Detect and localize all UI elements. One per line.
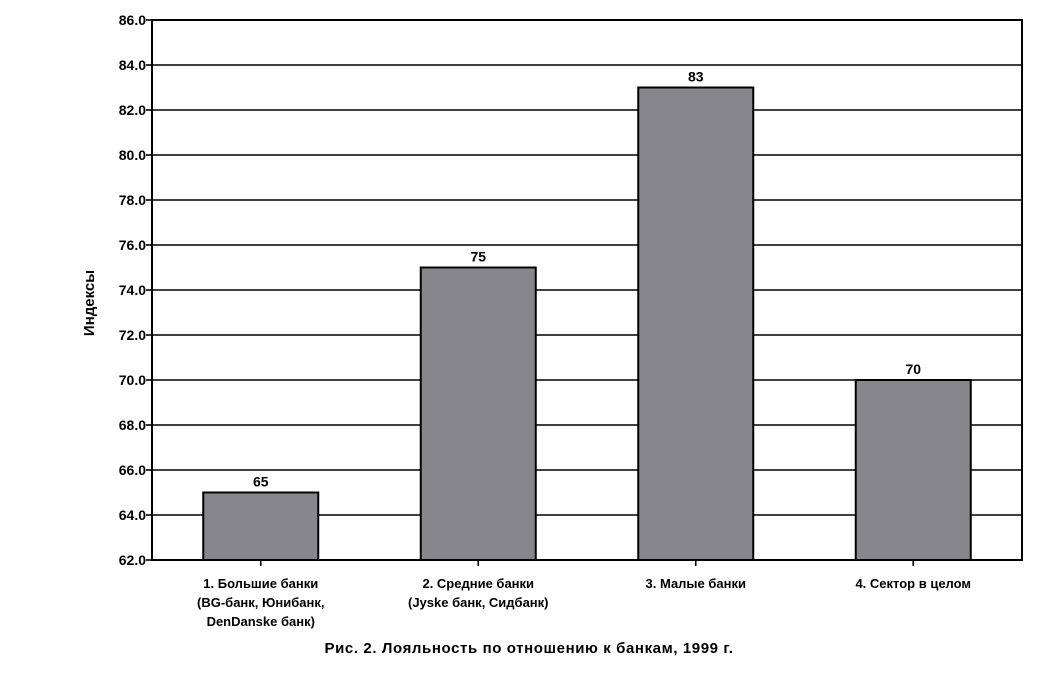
category-label	[855, 576, 971, 591]
figure-caption: Рис. 2. Лояльность по отношению к банкам, 1999 г.	[324, 640, 734, 657]
data-label: 75	[470, 248, 487, 265]
y-tick-label: 66.0	[118, 462, 146, 478]
y-tick-label: 64.0	[118, 507, 146, 523]
bars	[203, 88, 971, 561]
category-label-line: 1. Большие банки	[203, 576, 319, 591]
y-tick-label: 78.0	[118, 192, 146, 208]
category-label-line: 4. Сектор в целом	[855, 576, 972, 591]
y-tick-label: 68.0	[118, 417, 146, 433]
y-axis-label: Индексы	[81, 269, 98, 337]
y-tick-labels	[119, 12, 146, 568]
bar	[421, 268, 536, 561]
data-labels	[253, 69, 921, 490]
category-label-line: (BG-банк, Юнибанк,	[197, 595, 325, 610]
data-label: 83	[687, 68, 704, 85]
y-tick-label: 80.0	[118, 147, 146, 163]
y-tick-label: 72.0	[118, 327, 146, 343]
y-tick-label: 76.0	[118, 237, 146, 253]
y-tick-label: 74.0	[118, 282, 146, 298]
category-label-line: 3. Малые банки	[645, 576, 746, 591]
data-label: 70	[905, 361, 922, 377]
category-label-line: 2. Средние банки	[422, 576, 535, 591]
bar	[856, 380, 971, 560]
category-label-line: DenDanske банк)	[206, 614, 315, 629]
category-label	[197, 576, 324, 629]
category-labels	[197, 576, 971, 629]
category-label	[646, 576, 746, 591]
y-tick-label: 86.0	[118, 12, 146, 28]
y-tick-label: 82.0	[118, 102, 146, 118]
bar	[203, 493, 318, 561]
category-label-line: (Jyske банк, Сидбанк)	[407, 595, 549, 610]
data-label: 65	[252, 473, 269, 490]
category-label	[408, 576, 549, 610]
bar	[638, 88, 753, 561]
y-tick-label: 84.0	[118, 57, 146, 73]
y-tick-label: 62.0	[118, 552, 146, 568]
y-tick-label: 70.0	[118, 372, 146, 388]
